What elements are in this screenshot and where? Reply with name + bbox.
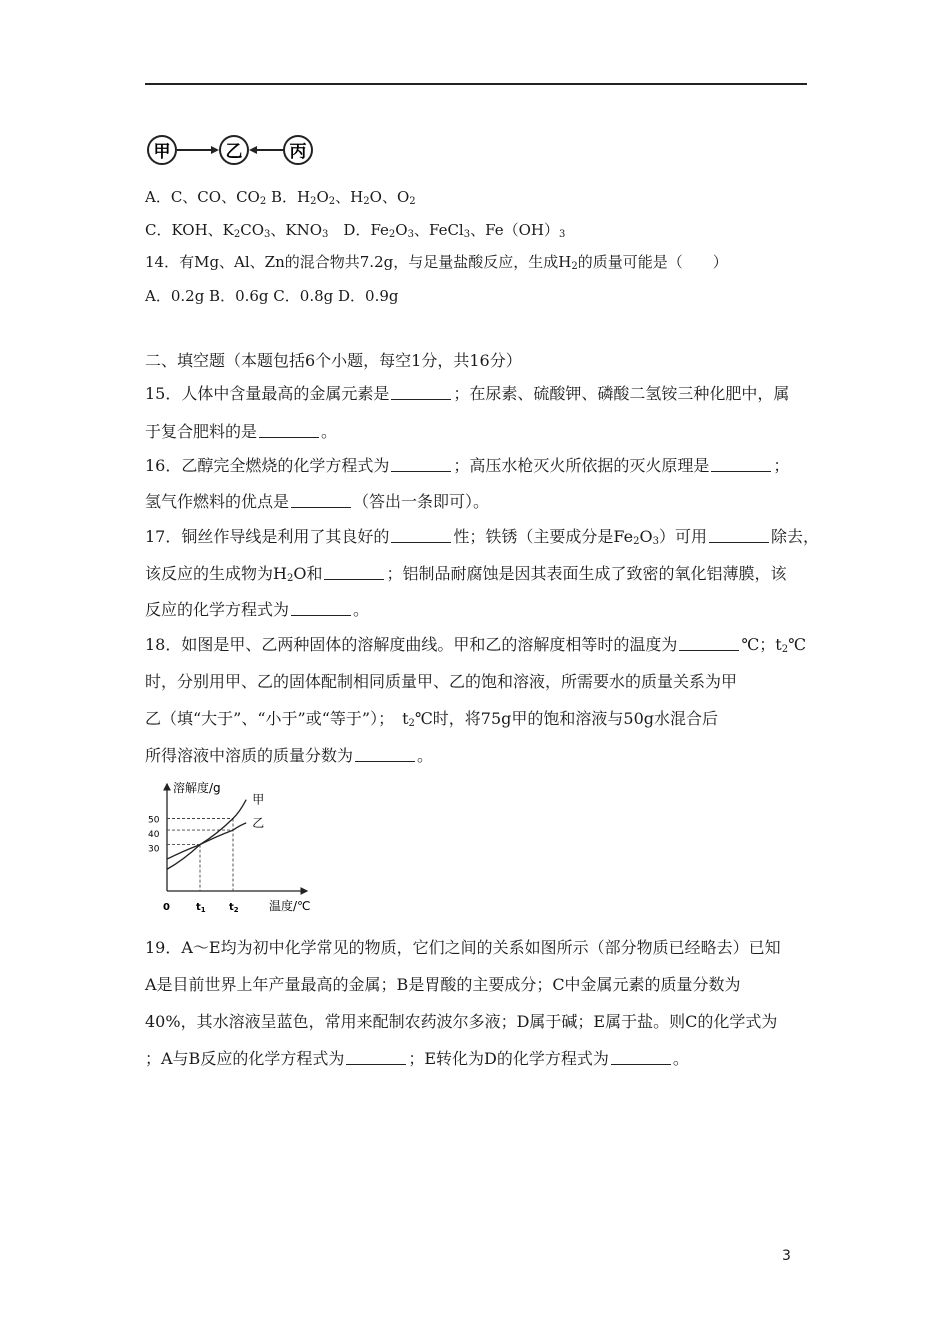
q19-line4: ；A与B反应的化学方程式为 ；E转化为D的化学方程式为 。 [145,1049,689,1068]
q17-line1: 17．铜丝作导线是利用了其良好的 性；铁锈（主要成分是$Fe_2O_3$）可用 除去， [145,527,819,547]
node-bing: 丙 [289,142,307,162]
q18-line2: 时，分别用甲、乙的固体配制相同质量甲、乙的饱和溶液，所需要水的质量关系为甲 [145,672,738,691]
answer-blank [391,385,451,400]
node-yi: 乙 [225,142,243,162]
q14-options: A．0.2g B．0.6g C．0.8g D．0.9g [145,287,399,305]
header-rule [145,83,807,85]
page-number: 3 [782,1248,791,1264]
q19-line3: 40%，其水溶液呈蓝色，常用来配制农药波尔多液；D属于碱；E属于盐。则C的化学式为 [145,1012,778,1031]
answer-blank [259,423,319,438]
q19-line2: A是目前世界上年产量最高的金属；B是胃酸的主要成分；C中金属元素的质量分数为 [145,975,741,994]
x-tick-label: $t_1$ [196,902,206,914]
q13-options-cd: C．KOH、$K_2CO_3$、$KNO_3$ D．$Fe_2O_3$、FeCl$_3$、$Fe(OH)_3$ [145,221,566,240]
q16-line2: 氢气作燃料的优点是 （答出一条即可）。 [145,492,490,511]
arrowhead-right [211,146,219,154]
answer-blank [391,528,451,543]
answer-blank [324,565,384,580]
q18-line1: 18．如图是甲、乙两种固体的溶解度曲线。甲和乙的溶解度相等时的温度为 ℃；$t_2℃$ [145,635,806,655]
q17-line3: 反应的化学方程式为 。 [145,600,370,619]
answer-blank [711,457,771,472]
answer-blank [611,1050,671,1065]
answer-blank [709,528,769,543]
y-tick-label: 40 [148,830,160,840]
q15-line2: 于复合肥料的是 。 [145,422,338,441]
answer-blank [291,601,351,616]
answer-blank [291,493,351,508]
answer-blank [355,747,415,762]
section-title: 二、填空题（本题包括6个小题，每空1分，共16分） [145,351,522,370]
answer-blank [391,457,451,472]
x-tick-label: $t_2$ [229,902,239,914]
y-tick-label: 30 [148,844,160,855]
series-line-yi [167,823,246,859]
solubility-chart [145,776,335,921]
q14-stem: 14．有Mg、Al、Zn的混合物共7.2g，与足量盐酸反应，生成$H_2$的质量可能是（ ） [145,253,728,272]
answer-blank [346,1050,406,1065]
y-tick-label: 50 [148,815,160,826]
legend-label: 乙 [252,815,265,830]
q19-line1: 19．A～E均为初中化学常见的物质，它们之间的关系如图所示（部分物质已经略去）已知 [145,938,781,957]
q13-options-ab: A．C、CO、$CO_2$ B．$H_2O_2$、$H_2O$、$O_2$ [145,188,416,207]
reaction-diagram [145,128,315,174]
legend-label: 甲 [252,792,265,807]
q15-line1: 15．人体中含量最高的金属元素是 ；在尿素、硫酸钾、磷酸二氢铵三种化肥中，属 [145,384,790,403]
q16-line1: 16．乙醇完全燃烧的化学方程式为 ；高压水枪灭火所依据的灭火原理是 ； [145,456,790,475]
q17-line2: 该反应的生成物为$H_2O$和 ；铝制品耐腐蚀是因其表面生成了致密的氧化铝薄膜，该 [145,564,787,584]
answer-blank [679,636,739,651]
x-axis-label: 温度/℃ [269,899,311,913]
origin-label: 0 [163,902,170,913]
node-jia: 甲 [153,142,171,162]
q18-line3: 乙（填“大于”、“小于”或“等于”）； $t_2℃$时，将75g甲的饱和溶液与50g水混合后 [145,709,718,729]
series-line-jia [167,800,246,870]
arrowhead-left [249,146,257,154]
q18-line4: 所得溶液中溶质的质量分数为 。 [145,746,434,765]
y-axis-label: 溶解度/g [173,781,221,795]
